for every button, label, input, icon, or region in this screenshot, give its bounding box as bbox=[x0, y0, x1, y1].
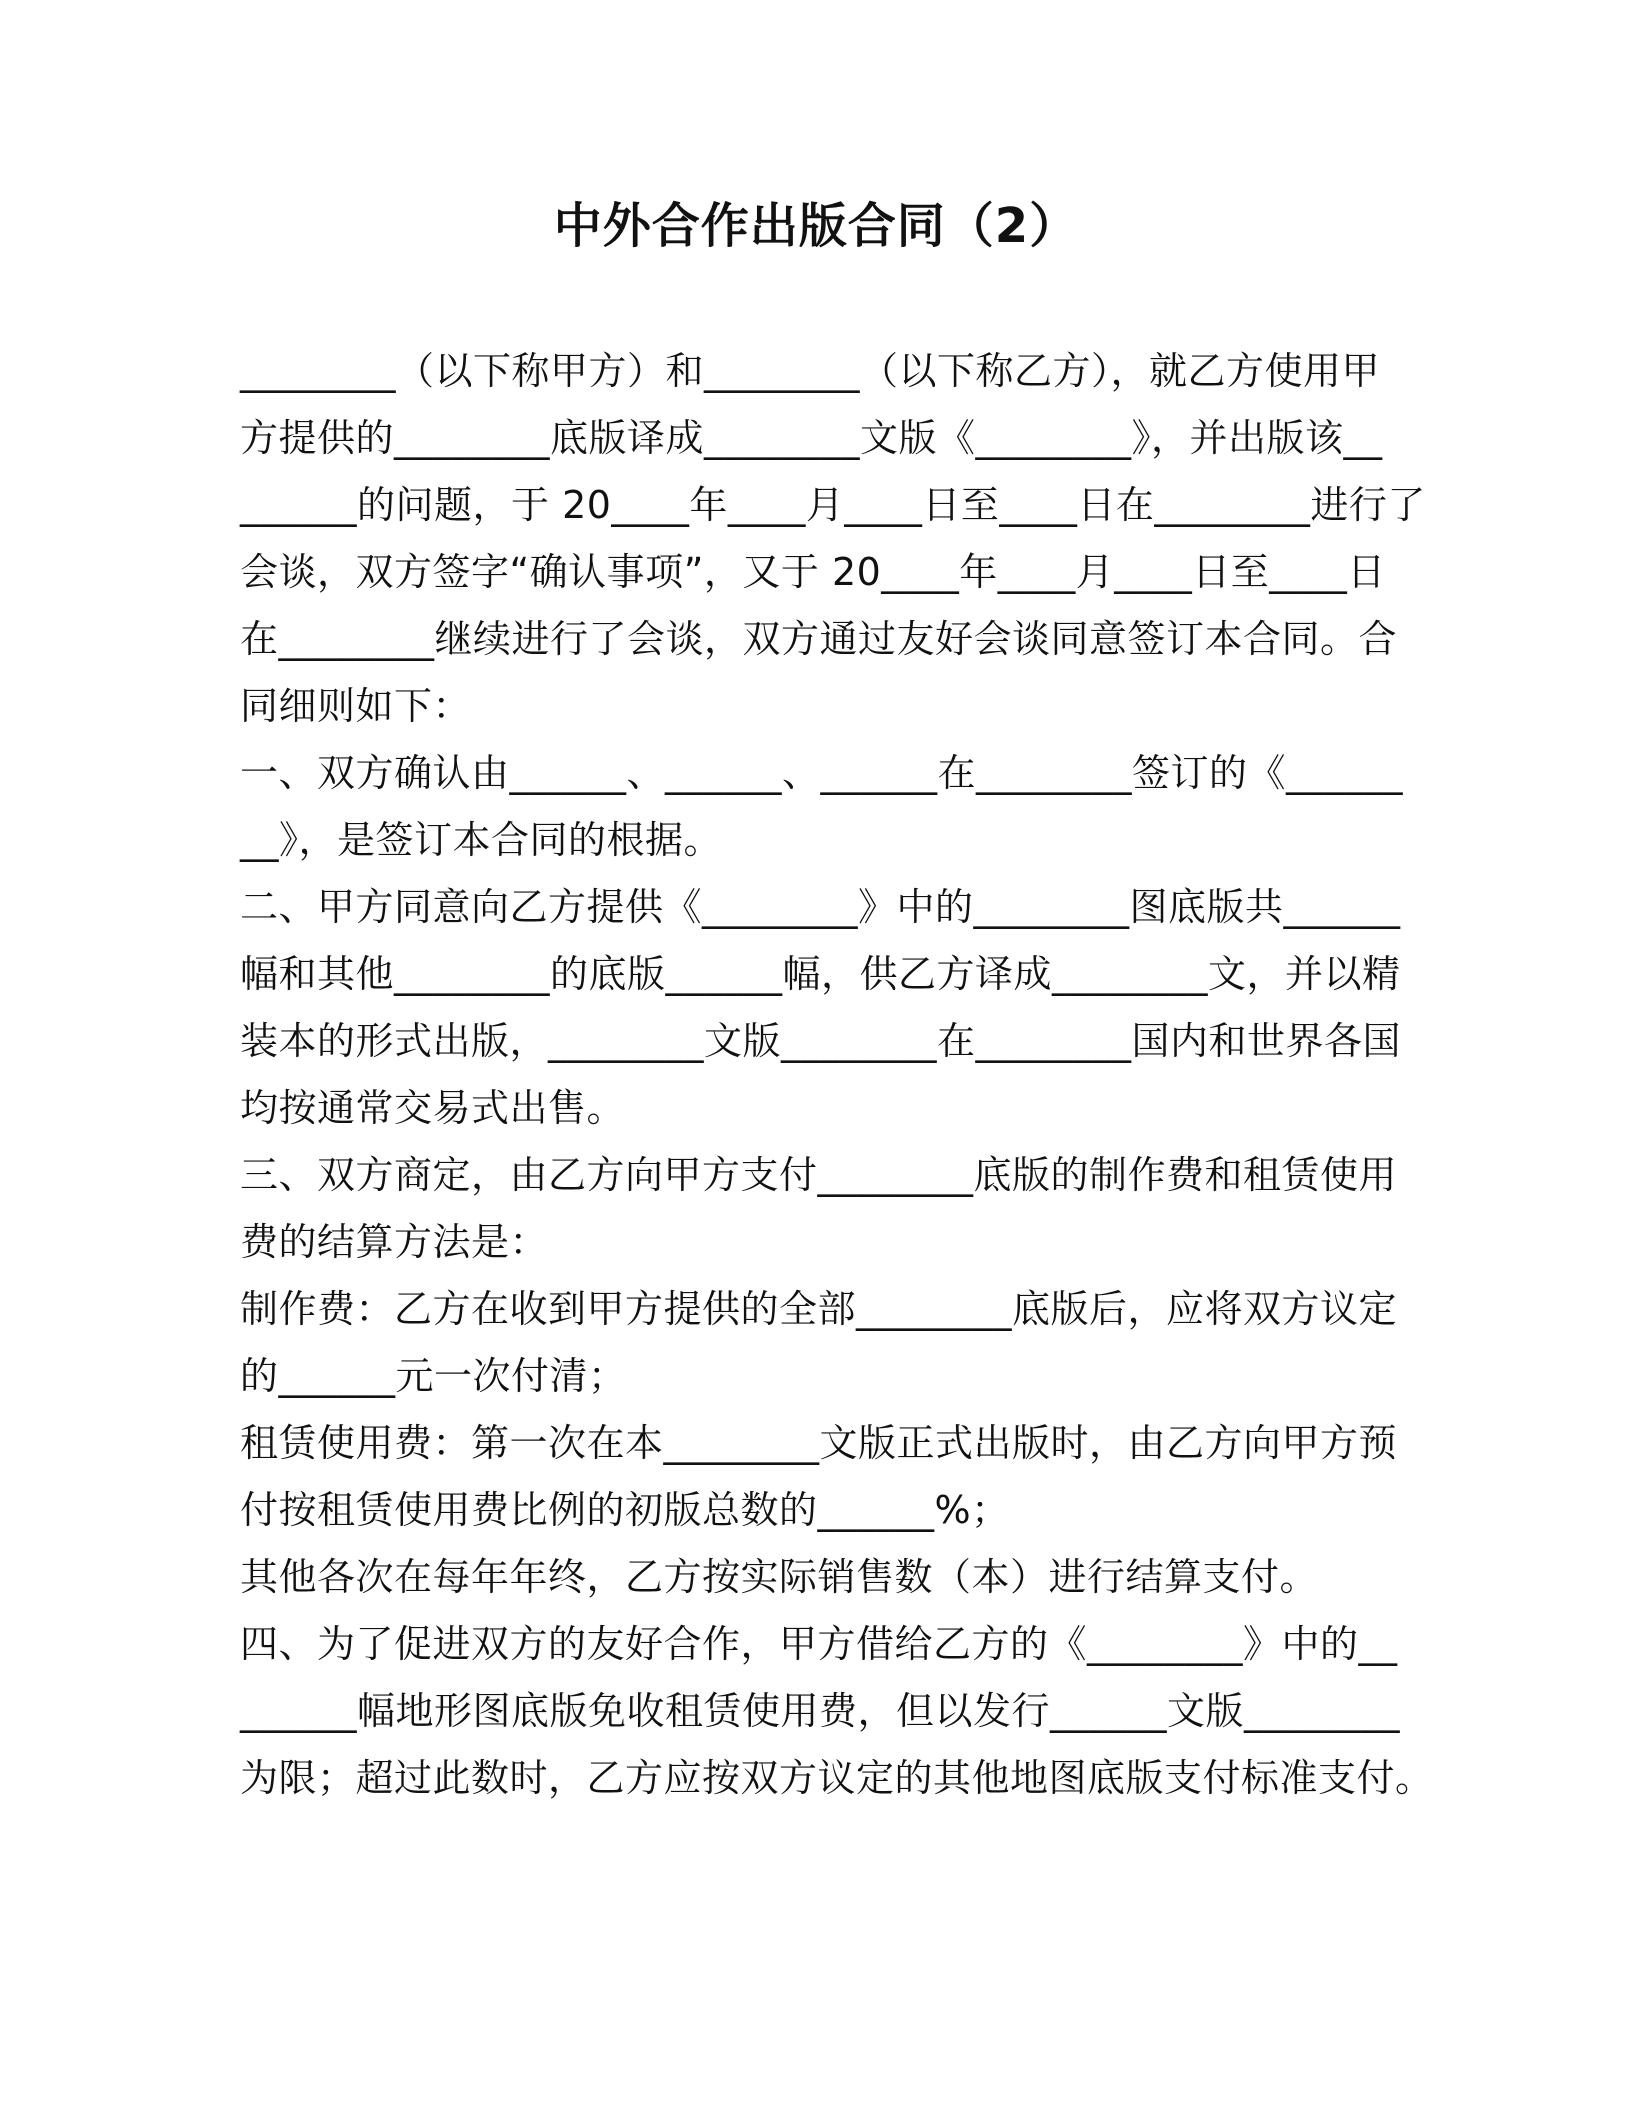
text-line: __》，是签订本合同的根据。 bbox=[240, 818, 723, 862]
text-line: 同细则如下： bbox=[240, 684, 472, 728]
text-line: 四、为了促进双方的友好合作，甲方借给乙方的《________》中的__ bbox=[240, 1622, 1398, 1666]
text-line: 在________继续进行了会谈，双方通过友好会谈同意签订本合同。合 bbox=[240, 617, 1398, 661]
text-line: 为限；超过此数时，乙方应按双方议定的其他地图底版支付标准支付。 bbox=[240, 1756, 1434, 1800]
text-line: 会谈，双方签字“确认事项”，又于 20____年____月____日至____日 bbox=[240, 550, 1386, 594]
text-line: 二、甲方同意向乙方提供《________》中的________图底版共______ bbox=[240, 885, 1401, 929]
document-title: 中外合作出版合同（2） bbox=[553, 198, 1079, 254]
text-line: 三、双方商定，由乙方向甲方支付________底版的制作费和租赁使用 bbox=[240, 1153, 1398, 1197]
text-line: ________（以下称甲方）和________（以下称乙方），就乙方使用甲 bbox=[240, 349, 1381, 393]
text-line: 装本的形式出版，________文版________在________国内和世界各国 bbox=[240, 1019, 1402, 1063]
text-line: 的______元一次付清； bbox=[240, 1354, 627, 1398]
document-body bbox=[240, 338, 1434, 1812]
text-line: 其他各次在每年年终，乙方按实际销售数（本）进行结算支付。 bbox=[240, 1555, 1319, 1599]
text-line: 付按租赁使用费比例的初版总数的______%； bbox=[240, 1488, 1010, 1532]
text-line: 制作费：乙方在收到甲方提供的全部________底版后，应将双方议定 bbox=[240, 1287, 1398, 1331]
text-line: 方提供的________底版译成________文版《________》，并出版该__ bbox=[240, 416, 1383, 460]
text-line: ______幅地形图底版免收租赁使用费，但以发行______文版________ bbox=[240, 1689, 1401, 1733]
text-line: 租赁使用费：第一次在本________文版正式出版时，由乙方向甲方预 bbox=[240, 1421, 1398, 1465]
text-line: ______的问题，于 20____年____月____日至____日在________进行了 bbox=[240, 483, 1426, 527]
text-line: 费的结算方法是： bbox=[240, 1220, 549, 1264]
text-line: 幅和其他________的底版______幅，供乙方译成________文，并以精 bbox=[240, 952, 1401, 996]
text-line: 均按通常交易式出售。 bbox=[240, 1086, 626, 1130]
text-line: 一、双方确认由______、______、______在________签订的《______ bbox=[240, 751, 1404, 795]
